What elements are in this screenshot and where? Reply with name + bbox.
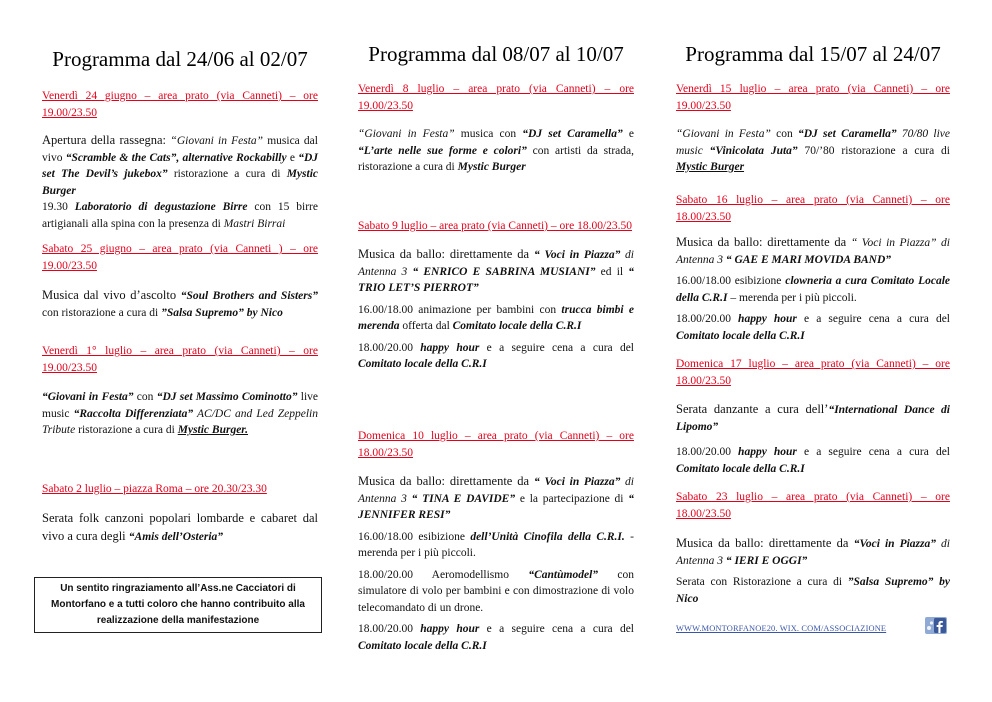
event-description: 16.00/18.00 esibizione clowneria a cura Comitato Locale della C.R.I – merenda per i più piccoli.	[676, 275, 950, 304]
event-block	[42, 241, 318, 321]
event-description: Serata folk canzoni popolari lombarde e cabaret dal vivo a cura degli “Amis dell’Osteria”	[42, 511, 318, 543]
event-description: 18.00/20.00 happy hour e a seguire cena a cura del Comitato locale della C.R.I	[676, 446, 950, 475]
event-block	[42, 343, 318, 439]
event-description: 18.00/20.00 happy hour e a seguire cena a cura del Comitato locale della C.R.I	[358, 623, 634, 652]
association-website-link[interactable]: WWW.MONTORFANOE20. WIX. COM/ASSOCIAZIONE	[676, 624, 887, 633]
thanks-box: Un sentito ringraziamento all’Ass.ne Cacciatori di Montorfano e a tutti coloro che hanno contribuito alla realizzazione della manifestazione	[34, 577, 322, 633]
event-block	[676, 192, 950, 344]
event-date: Venerdì 8 luglio – area prato (via Canneti) – ore 19.00/23.50	[358, 83, 634, 112]
facebook-icon[interactable]	[925, 617, 947, 634]
event-block	[42, 88, 318, 232]
event-date: Venerdì 15 luglio – area prato (via Canneti) – ore 19.00/23.50	[676, 83, 950, 112]
event-block	[42, 481, 318, 545]
event-date: Domenica 17 luglio – area prato (via Canneti) – ore 18.00/23.50	[676, 358, 950, 387]
event-description: 19.30 Laboratorio di degustazione Birre con 15 birre artigianali alla spina con la presenza di Mastri Birrai	[42, 201, 318, 230]
event-date: Sabato 23 luglio – area prato (via Canneti) – ore 18.00/23.50	[676, 491, 950, 520]
event-block	[358, 218, 634, 373]
event-date: Sabato 16 luglio – area prato (via Canneti) – ore 18.00/23.50	[676, 194, 950, 223]
event-description: 18.00/20.00 happy hour e a seguire cena a cura del Comitato locale della C.R.I	[676, 313, 950, 342]
event-description: “Giovani in Festa” con “DJ set Caramella” 70/80 live music “Vinicolata Juta” 70/’80 ristorazione a cura di Mystic Burger	[676, 128, 950, 173]
event-block	[676, 489, 950, 607]
event-block	[358, 81, 634, 176]
event-date: Venerdì 1° luglio – area prato (via Canneti) – ore 19.00/23.50	[42, 345, 318, 374]
event-description: 18.00/20.00 Aeromodellismo “Cantùmodel” con simulatore di volo per bambini e con dimostrazione di volo telecomandato di un drone.	[358, 568, 634, 614]
event-block	[358, 428, 634, 654]
event-date: Domenica 10 luglio – area prato (via Canneti) – ore 18.00/23.50	[358, 430, 634, 459]
column-title: Programma dal 24/06 al 02/07	[52, 47, 308, 71]
event-date: Venerdì 24 giugno – area prato (via Canneti) – ore 19.00/23.50	[42, 90, 318, 119]
event-description: Musica da ballo: direttamente da “ Voci in Piazza” di Antenna 3 “ ENRICO E SABRINA MUSIANI” ed il “ TRIO LET’S PIERROT”	[358, 247, 635, 294]
event-block	[676, 81, 950, 176]
column-title: Programma dal 08/07 al 10/07	[368, 42, 624, 66]
event-description: “Giovani in Festa” musica con “DJ set Caramella” e “L’arte nelle sue forme e colori” con artisti da strada, ristorazione a cura di Mystic Burger	[358, 128, 634, 173]
event-description: Musica da ballo: direttamente da “ Voci in Piazza” di Antenna 3 “ TINA E DAVIDE” e la partecipazione di “ JENNIFER RESI”	[358, 474, 634, 521]
event-description: 16.00/18.00 animazione per bambini con trucca bimbi e merenda offerta dal Comitato locale della C.R.I	[358, 303, 634, 332]
event-date: Sabato 9 luglio – area prato (via Canneti) – ore 18.00/23.50	[358, 220, 633, 232]
event-description: 18.00/20.00 happy hour e a seguire cena a cura del Comitato locale della C.R.I	[358, 341, 634, 370]
event-description: Musica da ballo: direttamente da “ Voci in Piazza” di Antenna 3 “ GAE E MARI MOVIDA BAND”	[676, 235, 950, 266]
event-description: “Giovani in Festa” con “DJ set Massimo Cominotto” live music “Raccolta Differenziata” AC/DC and Led Zeppelin Tribute ristorazione a cura di Mystic Burger.	[42, 391, 319, 436]
column-title: Programma dal 15/07 al 24/07	[685, 42, 941, 66]
event-description: 16.00/18.00 esibizione dell’Unità Cinofila della C.R.I. - merenda per i più piccoli.	[358, 530, 634, 559]
event-description: Apertura della rassegna: “Giovani in Festa” musica dal vivo “Scramble & the Cats”, alternative Rockabilly e “DJ set The Devil’s jukebox” ristorazione a cura di Mystic Burger	[42, 133, 318, 197]
event-description: Musica dal vivo d’ascolto “Soul Brothers and Sisters” con ristorazione a cura di ”Salsa Supremo” by Nico	[42, 288, 318, 319]
event-date: Sabato 2 luglio – piazza Roma – ore 20.30/23.30	[42, 483, 267, 495]
event-block	[676, 356, 950, 477]
event-description: Serata danzante a cura dell’“International Dance di Lipomo”	[676, 402, 950, 433]
event-description: Musica da ballo: direttamente da “Voci in Piazza” di Antenna 3 “ IERI E OGGI”	[676, 536, 950, 567]
event-date: Sabato 25 giugno – area prato (via Canneti ) – ore 19.00/23.50	[42, 243, 318, 272]
event-description: Serata con Ristorazione a cura di ”Salsa Supremo” by Nico	[676, 576, 950, 605]
